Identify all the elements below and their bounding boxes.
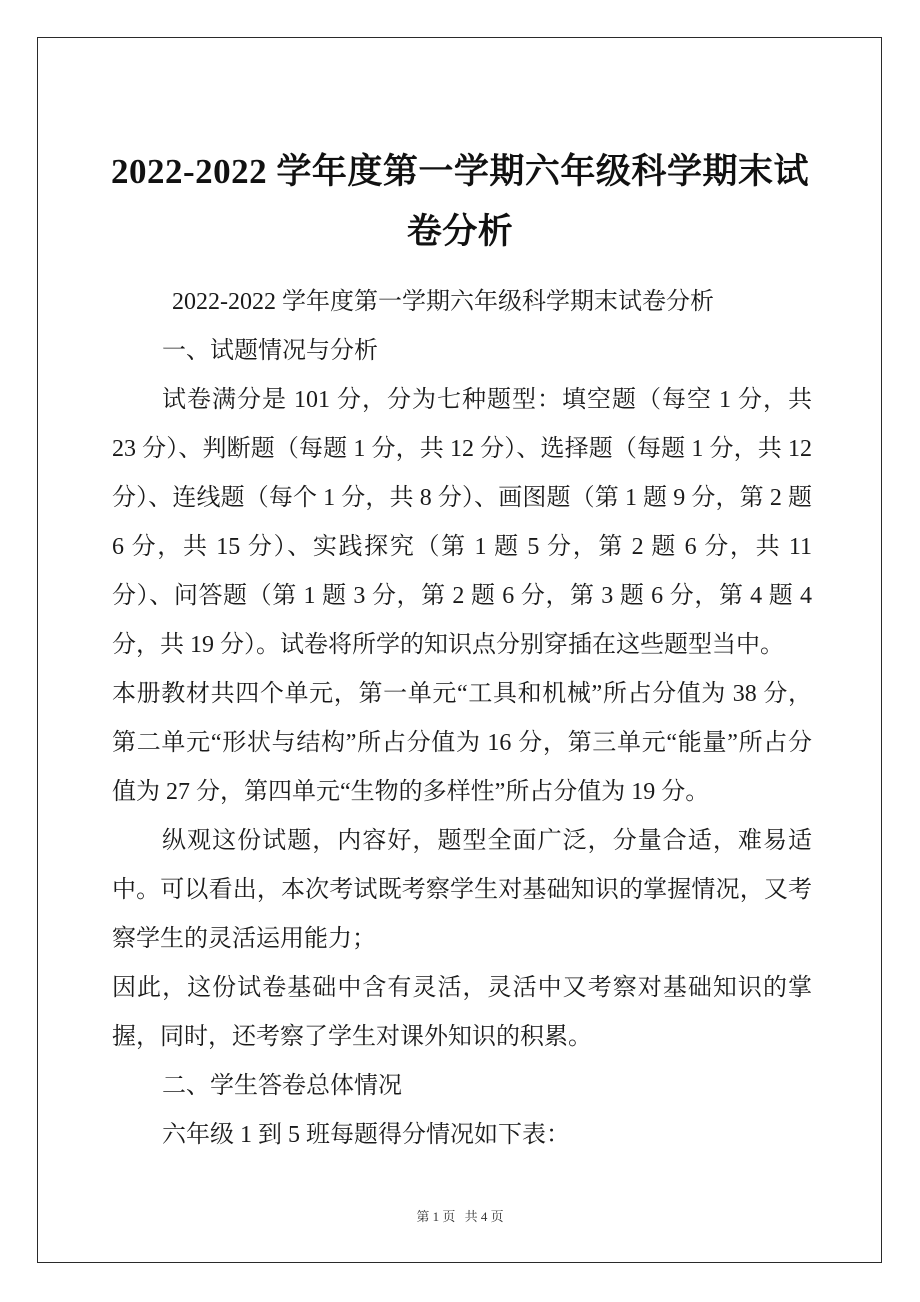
section-heading-2: 二、学生答卷总体情况 [162, 1073, 402, 1099]
paragraph-table-intro: 六年级 1 到 5 班每题得分情况如下表： [162, 1122, 570, 1148]
paragraph-units: 本册教材共四个单元，第一单元“工具和机械”所占分值为 38 分，第二单元“形状与结构”所占分值为 16 分，第三单元“能量”所占分值为 27 分，第四单元“生物的多样性”所占分值为 19 分。 [112, 681, 812, 805]
page-footer [0, 1206, 920, 1225]
document-title: 2022-2022 学年度第一学期六年级科学期末试卷分析 [111, 152, 809, 251]
paragraph-conclusion: 因此，这份试卷基础中含有灵活，灵活中又考察对基础知识的掌握，同时，还考察了学生对课外知识的积累。 [112, 975, 812, 1050]
page-total: 共 4 页 [464, 1209, 504, 1224]
page-number: 第 1 页 [416, 1209, 456, 1224]
section-heading-1: 一、试题情况与分析 [162, 338, 378, 364]
paragraph-question-types: 试卷满分是 101 分，分为七种题型：填空题（每空 1 分，共 23 分）、判断题（每题 1 分，共 12 分）、选择题（每题 1 分，共 12 分）、连线题（每个 1 分，共 8 分）、画图题（第 1 题 9 分，第 2 题 6 分，共 15 分）、实践探究（第 1 题 5 分，第 2 题 6 分，共 11 分）、问答题（第 1 题 3 分，第 2 题 6 分，第 3 题 6 分，第 4 题 4 分，共 19 分）。试卷将所学的知识点分别穿插在这些题型当中。 [112, 387, 812, 658]
document-body [112, 278, 812, 1160]
paragraph-overview: 纵观这份试题，内容好，题型全面广泛，分量合适，难易适中。可以看出，本次考试既考察学生对基础知识的掌握情况，又考察学生的灵活运用能力； [112, 828, 812, 952]
document-subtitle: 2022-2022 学年度第一学期六年级科学期末试卷分析 [172, 289, 714, 315]
